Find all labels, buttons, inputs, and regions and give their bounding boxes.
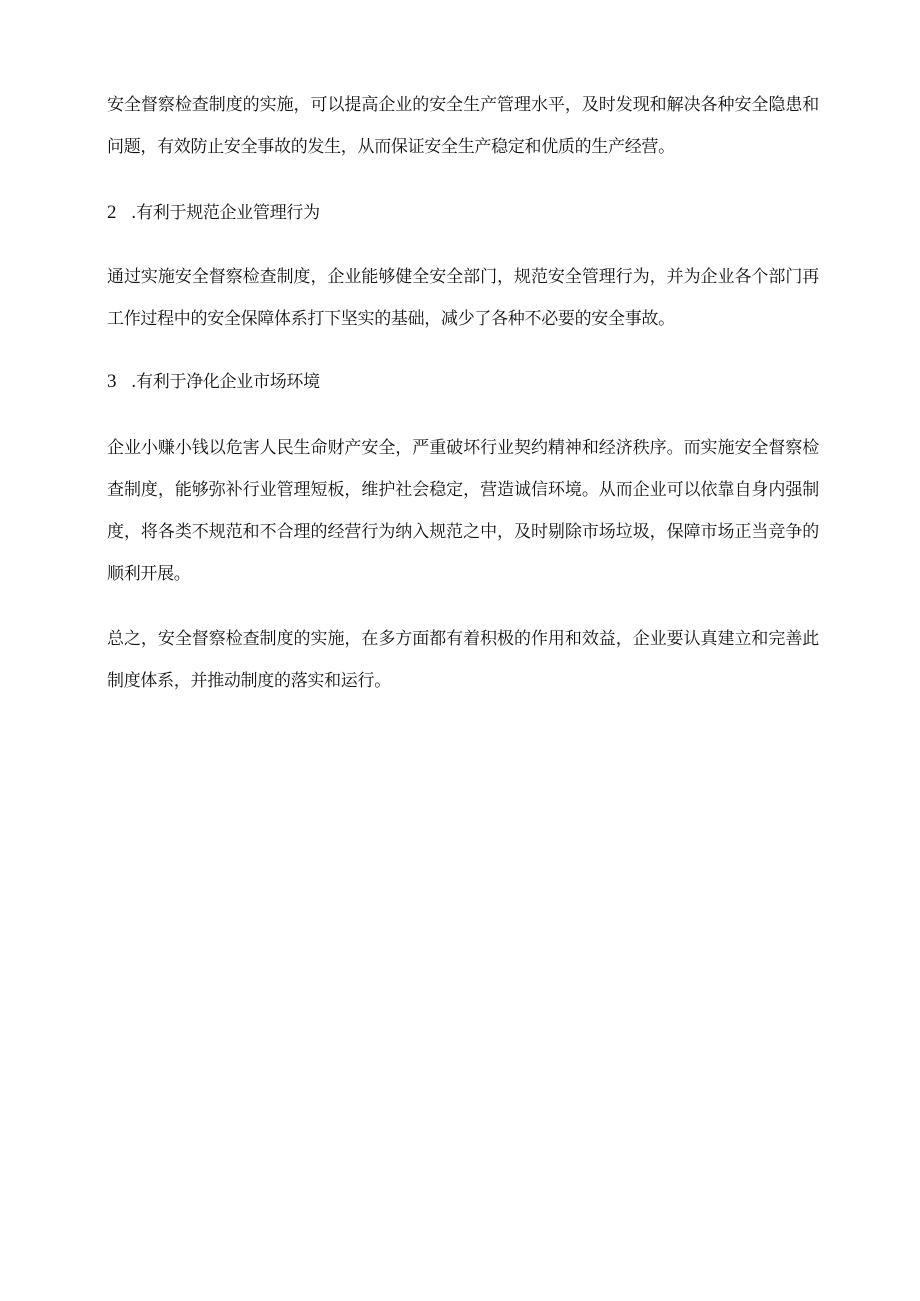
section-title: .有利于规范企业管理行为 bbox=[131, 203, 320, 223]
paragraph-benefit-summary: 安全督察检查制度的实施，可以提高企业的安全生产管理水平，及时发现和解决各种安全隐患和问题，有效防止安全事故的发生，从而保证安全生产稳定和优质的生产经营。 bbox=[107, 95, 819, 157]
paragraph-conclusion: 总之，安全督察检查制度的实施，在多方面都有着积极的作用和效益，企业要认真建立和完善此制度体系，并推动制度的落实和运行。 bbox=[107, 629, 819, 691]
spacer bbox=[107, 234, 819, 256]
document-body bbox=[107, 84, 819, 702]
spacer bbox=[107, 168, 819, 192]
section-heading-3 bbox=[107, 361, 819, 403]
paragraph-management-behavior: 通过实施安全督察检查制度，企业能够健全安全部门，规范安全管理行为，并为企业各个部门再工作过程中的安全保障体系打下坚实的基础，减少了各种不必要的安全事故。 bbox=[107, 267, 819, 329]
section-number: 2 bbox=[107, 202, 117, 223]
spacer bbox=[107, 403, 819, 427]
section-title: .有利于净化企业市场环境 bbox=[131, 372, 320, 392]
section-heading-2 bbox=[107, 192, 819, 234]
spacer bbox=[107, 595, 819, 618]
section-number: 3 bbox=[107, 371, 117, 392]
spacer bbox=[107, 340, 819, 361]
paragraph-market-environment: 企业小赚小钱以危害人民生命财产安全，严重破坏行业契约精神和经济秩序。而实施安全督察检查制度，能够弥补行业管理短板，维护社会稳定，营造诚信环境。从而企业可以依靠自身内强制度，将各类不规范和不合理的经营行为纳入规范之中，及时剔除市场垃圾，保障市场正当竞争的顺利开展。 bbox=[107, 438, 819, 584]
